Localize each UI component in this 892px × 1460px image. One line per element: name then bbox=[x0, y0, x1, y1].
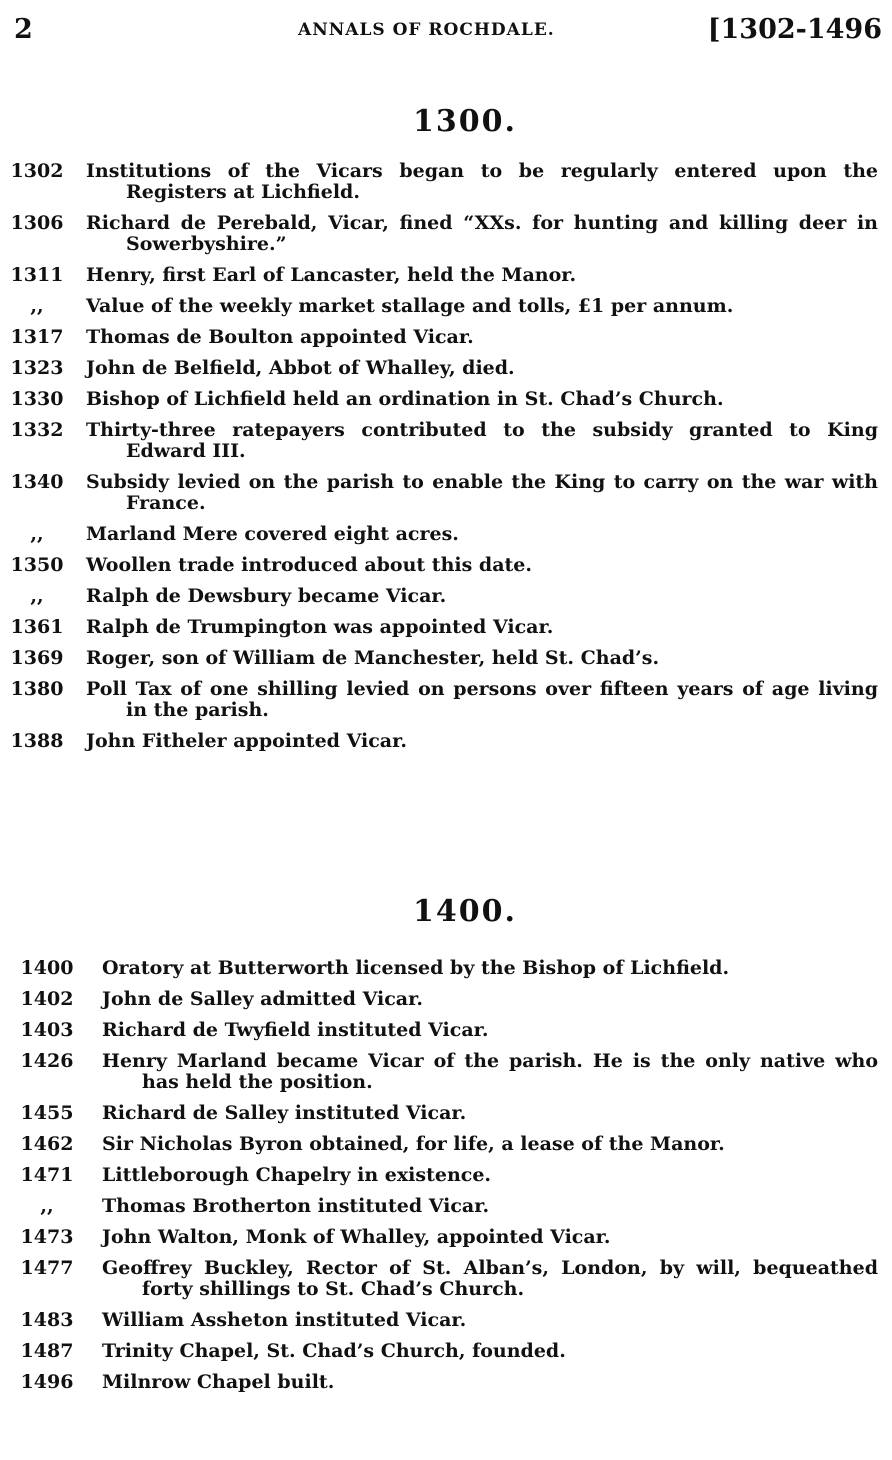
entry-year: 1402 bbox=[20, 988, 74, 1010]
annal-entry bbox=[0, 472, 892, 514]
entry-year: 1330 bbox=[10, 388, 64, 410]
annal-entry bbox=[0, 1020, 892, 1041]
annal-entry bbox=[0, 586, 892, 607]
page-header bbox=[14, 14, 882, 54]
running-title: ANNALS OF ROCHDALE. bbox=[298, 20, 555, 40]
annal-entry bbox=[0, 958, 892, 979]
annal-entry bbox=[0, 161, 892, 203]
entry-text: Subsidy levied on the parish to enable the King to carry on the war with France. bbox=[86, 471, 878, 514]
entry-year: 1400 bbox=[20, 957, 74, 979]
entry-year: 1403 bbox=[20, 1019, 74, 1041]
year-range: [1302-1496 bbox=[707, 14, 882, 45]
annal-entry bbox=[0, 1196, 892, 1217]
entry-text: Milnrow Chapel built. bbox=[102, 1371, 335, 1393]
annal-entry bbox=[0, 1134, 892, 1155]
entry-year: ,, bbox=[30, 523, 44, 545]
entry-text: Value of the weekly market stallage and tolls, £1 per annum. bbox=[86, 295, 734, 317]
entry-year: 1340 bbox=[10, 471, 64, 493]
entry-text: Thirty-three ratepayers contributed to the subsidy granted to King Edward III. bbox=[86, 419, 878, 462]
section-title-1400: 1400. bbox=[413, 894, 517, 929]
entry-year: 1361 bbox=[10, 616, 64, 638]
entry-year: 1350 bbox=[10, 554, 64, 576]
annal-entry bbox=[0, 1051, 892, 1093]
annal-entry bbox=[0, 989, 892, 1010]
entry-year: ,, bbox=[40, 1195, 54, 1217]
entry-text: Institutions of the Vicars began to be regularly entered upon the Registers at Lichfield. bbox=[86, 160, 878, 203]
entry-text: Marland Mere covered eight acres. bbox=[86, 523, 459, 545]
entry-text: John Fitheler appointed Vicar. bbox=[86, 730, 407, 752]
annal-entry bbox=[0, 1341, 892, 1362]
entries-1400 bbox=[0, 958, 892, 1403]
annal-entry bbox=[0, 296, 892, 317]
entry-year: 1483 bbox=[20, 1309, 74, 1331]
annal-entry bbox=[0, 555, 892, 576]
entry-text: Sir Nicholas Byron obtained, for life, a lease of the Manor. bbox=[102, 1133, 725, 1155]
entry-text: Henry, first Earl of Lancaster, held the Manor. bbox=[86, 264, 577, 286]
entry-text: Thomas Brotherton instituted Vicar. bbox=[102, 1195, 490, 1217]
entry-year: 1323 bbox=[10, 357, 64, 379]
annal-entry bbox=[0, 1103, 892, 1124]
entry-text: Richard de Perebald, Vicar, fined “XXs. for hunting and killing deer in Sowerbyshire.” bbox=[86, 212, 878, 255]
entry-text: John de Belfield, Abbot of Whalley, died. bbox=[86, 357, 515, 379]
entry-year: 1369 bbox=[10, 647, 64, 669]
entry-text: Oratory at Butterworth licensed by the Bishop of Lichfield. bbox=[102, 957, 730, 979]
entry-text: Thomas de Boulton appointed Vicar. bbox=[86, 326, 474, 348]
entry-year: ,, bbox=[30, 585, 44, 607]
entry-text: Ralph de Dewsbury became Vicar. bbox=[86, 585, 447, 607]
entry-year: 1473 bbox=[20, 1226, 74, 1248]
entry-text: Bishop of Lichfield held an ordination in St. Chad’s Church. bbox=[86, 388, 724, 410]
entry-year: 1311 bbox=[10, 264, 64, 286]
entry-text: Henry Marland became Vicar of the parish. He is the only native who has held the position. bbox=[102, 1050, 878, 1093]
entry-text: William Assheton instituted Vicar. bbox=[102, 1309, 467, 1331]
annal-entry bbox=[0, 648, 892, 669]
entry-year: 1471 bbox=[20, 1164, 74, 1186]
entry-text: Geoffrey Buckley, Rector of St. Alban’s, London, by will, bequeathed forty shillings to St. Chad’s Church. bbox=[102, 1257, 878, 1300]
entry-text: Roger, son of William de Manchester, held St. Chad’s. bbox=[86, 647, 660, 669]
entry-text: Poll Tax of one shilling levied on persons over fifteen years of age living in the parish. bbox=[86, 678, 878, 721]
entry-year: 1332 bbox=[10, 419, 64, 441]
entry-year: 1496 bbox=[20, 1371, 74, 1393]
entry-year: 1380 bbox=[10, 678, 64, 700]
annal-entry bbox=[0, 1258, 892, 1300]
annal-entry bbox=[0, 420, 892, 462]
annal-entry bbox=[0, 731, 892, 752]
annal-entry bbox=[0, 1372, 892, 1393]
entry-text: John Walton, Monk of Whalley, appointed Vicar. bbox=[102, 1226, 611, 1248]
entry-year: 1462 bbox=[20, 1133, 74, 1155]
entry-text: Littleborough Chapelry in existence. bbox=[102, 1164, 492, 1186]
annal-entry bbox=[0, 213, 892, 255]
entry-text: Woollen trade introduced about this date. bbox=[86, 554, 532, 576]
annal-entry bbox=[0, 389, 892, 410]
entry-text: Richard de Twyfield instituted Vicar. bbox=[102, 1019, 489, 1041]
annal-entry bbox=[0, 1227, 892, 1248]
entry-year: 1306 bbox=[10, 212, 64, 234]
annal-entry bbox=[0, 1310, 892, 1331]
annal-entry bbox=[0, 265, 892, 286]
annal-entry bbox=[0, 617, 892, 638]
entry-year: 1455 bbox=[20, 1102, 74, 1124]
page-number: 2 bbox=[14, 14, 33, 45]
entry-year: 1317 bbox=[10, 326, 64, 348]
entry-year: ,, bbox=[30, 295, 44, 317]
entry-year: 1388 bbox=[10, 730, 64, 752]
annal-entry bbox=[0, 679, 892, 721]
annal-entry bbox=[0, 524, 892, 545]
annal-entry bbox=[0, 358, 892, 379]
entry-text: John de Salley admitted Vicar. bbox=[102, 988, 423, 1010]
entry-year: 1487 bbox=[20, 1340, 74, 1362]
entry-year: 1426 bbox=[20, 1050, 74, 1072]
annal-entry bbox=[0, 327, 892, 348]
section-title-1300: 1300. bbox=[413, 104, 517, 139]
entry-year: 1302 bbox=[10, 160, 64, 182]
entry-text: Richard de Salley instituted Vicar. bbox=[102, 1102, 467, 1124]
entry-text: Trinity Chapel, St. Chad’s Church, founded. bbox=[102, 1340, 566, 1362]
entry-year: 1477 bbox=[20, 1257, 74, 1279]
annal-entry bbox=[0, 1165, 892, 1186]
entry-text: Ralph de Trumpington was appointed Vicar. bbox=[86, 616, 554, 638]
entries-1300 bbox=[0, 161, 892, 762]
